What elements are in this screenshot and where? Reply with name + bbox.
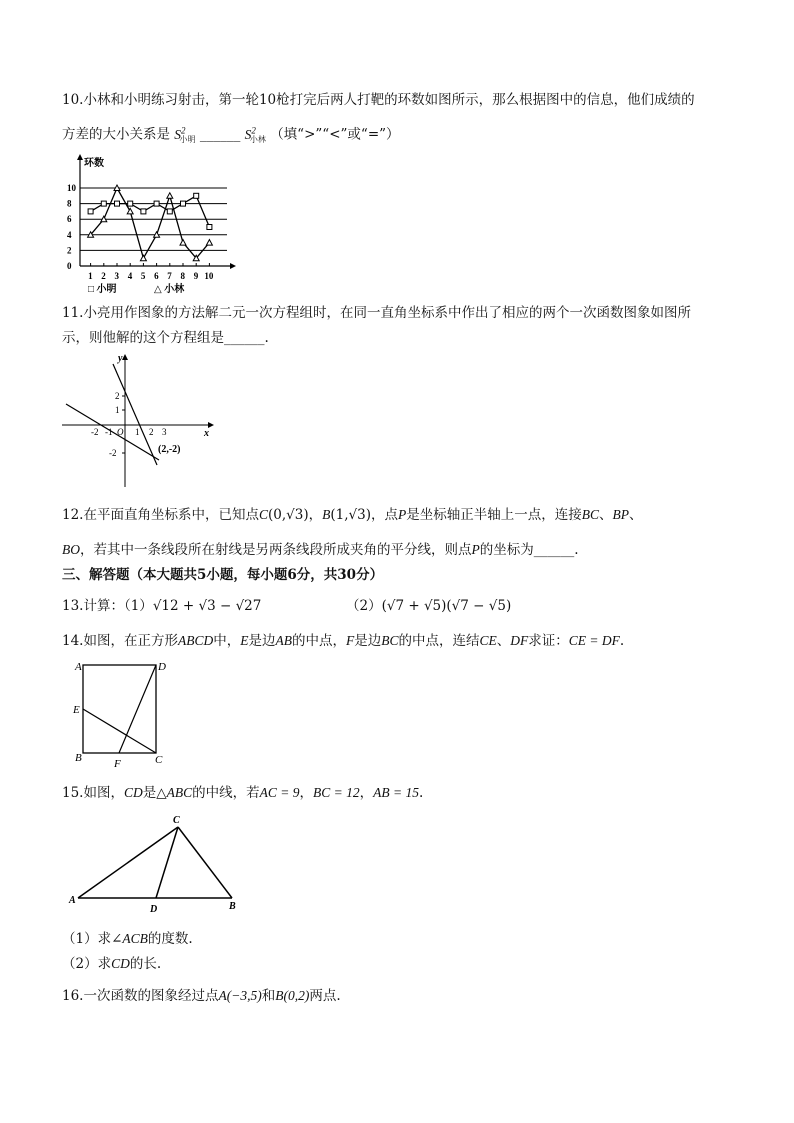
q12-line2: BO，若其中一条线段所在射线是另两条线段所成夹角的平分线，则点P的坐标为______. [62,542,579,558]
x-tick-label: 5 [140,271,146,281]
y-tick-label: 0 [67,261,72,271]
q10-text: 方差的大小关系是 [62,126,170,143]
series-line-xiaoming [91,196,210,227]
tick-y1: 1 [115,405,120,415]
x-tick-label: 4 [127,271,133,281]
x-label: x [204,428,209,439]
q13-expression-1: √12 + √3 − √27 [152,598,262,614]
tick-xm1: -1 [105,427,113,437]
x-tick-label: 8 [180,271,185,281]
q10-line1: 10.小林和小明练习射击，第一轮10枪打完后两人打靶的环数如图所示，那么根据图中的信息，他们成绩的 [62,92,695,108]
tick-xm2: -2 [91,427,99,437]
square-abcd [83,665,156,753]
q12-line1: 12.在平面直角坐标系中，已知点C(0,√3)，B(1,√3)，点P是坐标轴正半轴上一点，连接BC、BP、 [62,507,643,523]
y-axis-arrow [77,154,83,160]
x-tick-label: 3 [114,271,119,281]
tick-x1: 1 [135,427,140,437]
q16-line: 16.一次函数的图象经过点A(−3,5)和B(0,2)两点. [62,988,341,1004]
q13-line: 13.计算：（1）√12 + √3 − √27 [62,598,262,614]
q13-part2: （2）(√7 + √5)(√7 − √5) [346,598,512,614]
label-b: B [75,752,82,764]
x-tick-label: 10 [204,271,214,281]
y-tick-label: 8 [67,198,72,209]
x-tick-label: 2 [101,271,106,281]
y-tick-label: 2 [67,245,72,256]
marker-xiaoming [181,201,186,206]
q15-line: 15.如图，CD是△ABC的中线，若AC = 9，BC = 12，AB = 15. [62,785,424,801]
legend-xiaolin: △ 小林 [154,284,185,295]
x-tick-label: 7 [167,271,172,281]
segment-ce [83,709,156,753]
x-axis-arrow [230,263,236,269]
marker-xiaoming [128,201,133,206]
y-tick-labels [67,183,77,271]
variance-symbol-a: $S^2_{小明}$ [174,125,196,145]
legend-xiaoming: □ 小明 [88,284,117,295]
label-c: C [155,754,163,766]
segment-cd [156,827,178,898]
y-tick-label: 6 [67,214,72,225]
marker-xiaoming [194,193,199,198]
q13-expression-2: (√7 + √5)(√7 − √5) [381,598,512,614]
tick-ym2: -2 [109,448,117,458]
marker-xiaolin [206,240,212,246]
tick-y2: 2 [115,391,120,401]
x-tick-label: 6 [154,271,159,281]
x-tick-label: 9 [193,271,199,281]
label-a: A [75,661,82,673]
segment-bc [178,827,232,898]
origin-label: O [117,427,124,437]
label-a: A [69,895,76,906]
y-label: y [118,353,123,364]
y-tick-label: 10 [67,183,76,193]
q11-line2: 示，则他解的这个方程组是______. [62,330,269,346]
marker-xiaolin [140,255,146,261]
marker-xiaolin [180,240,186,246]
label-d: D [150,904,158,915]
q15-part2: （2）求CD的长. [62,956,162,972]
q11-line1: 11.小亮用作图象的方法解二元一次方程组时，在同一直角坐标系中作出了相应的两个一次函数图象如图所 [62,305,691,321]
tick-x2: 2 [149,427,154,437]
label-d: D [158,661,166,673]
linear-functions-graph [62,352,222,492]
q10-line2 [62,120,400,150]
label-b: B [229,901,236,912]
marker-xiaoming [101,201,106,206]
label-c: C [173,815,180,826]
y-axis-arrow [122,354,128,360]
intersection-label: (2,-2) [158,444,181,455]
q15-part1: （1）求∠ACB的度数. [62,931,193,947]
label-f: F [114,758,121,770]
shooting-score-chart [62,152,242,298]
answer-blank: ______ [199,126,241,143]
x-tick-label: 1 [88,271,93,281]
marker-xiaolin [167,193,173,199]
marker-xiaolin [127,208,133,214]
marker-xiaoming [207,225,212,230]
tick-x3: 3 [162,427,167,437]
square-figure [62,655,182,770]
marker-xiaoming [88,209,93,214]
triangle-figure [62,812,252,922]
segment-df [119,665,156,753]
segment-ac [78,827,178,898]
q14-line: 14.如图，在正方形ABCD中，E是边AB的中点，F是边BC的中点，连结CE、DF求证：CE = DF. [62,633,625,649]
steep-line [113,364,157,465]
y-tick-label: 4 [67,229,72,240]
marker-xiaoming [167,209,172,214]
variance-symbol-b: $S^2_{小林}$ [244,125,266,145]
y-axis-title: 环数 [84,158,104,169]
marker-xiaoming [141,209,146,214]
label-e: E [73,704,80,716]
q10-hint: （填“>”“<”或“=”） [270,126,400,143]
marker-xiaoming [154,201,159,206]
marker-xiaoming [115,201,120,206]
section-heading: 三、解答题（本大题共5小题，每小题6分，共30分） [62,567,384,583]
